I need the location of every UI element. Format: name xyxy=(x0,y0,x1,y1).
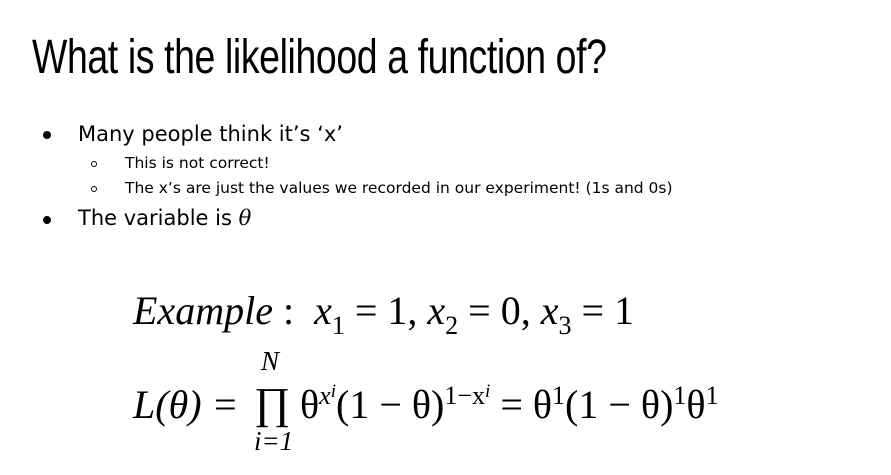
bullet-many-people: Many people think it’s ‘x’ xyxy=(78,122,343,146)
exponent: 1 xyxy=(705,381,719,410)
subbullet-dot xyxy=(91,186,97,192)
bullet-variable-text: The variable is xyxy=(78,206,239,230)
theta: θ xyxy=(532,382,553,427)
exp-sub-i: i xyxy=(330,381,336,402)
subbullet-not-correct: This is not correct! xyxy=(125,154,270,172)
exponent: 1 xyxy=(552,381,566,410)
product-lower-limit: i=1 xyxy=(254,426,294,456)
exp-sub-i: i xyxy=(485,381,491,402)
subbullet-xs-values: The x’s are just the values we recorded in our experiment! (1s and 0s) xyxy=(125,179,673,197)
value: = 1 xyxy=(581,288,635,333)
value: = 0, xyxy=(468,288,531,333)
subscript: 1 xyxy=(331,311,345,340)
theta: θ xyxy=(300,382,320,427)
likelihood-rhs xyxy=(300,381,719,427)
one-minus-theta: (1 − θ) xyxy=(336,382,445,427)
example-colon: : xyxy=(282,288,295,333)
exponent xyxy=(444,381,490,410)
equals: = xyxy=(500,382,523,427)
theta: θ xyxy=(686,382,706,427)
exponent xyxy=(319,381,336,410)
one-minus-theta: (1 − θ) xyxy=(565,382,674,427)
product-upper-limit: N xyxy=(261,346,280,376)
example-equation xyxy=(133,288,635,340)
exponent: 1 xyxy=(673,381,687,410)
subscript: 3 xyxy=(558,311,572,340)
product-symbol: ∏ xyxy=(254,379,291,428)
example-label: Example xyxy=(133,288,273,333)
subbullet-dot xyxy=(91,161,97,167)
bullet-variable xyxy=(78,206,251,230)
bullet-dot xyxy=(43,216,51,224)
lhs: L(θ) = xyxy=(133,382,239,427)
bullet-dot xyxy=(43,131,51,139)
likelihood-lhs xyxy=(133,382,239,427)
subscript: 2 xyxy=(445,311,459,340)
var-x: x xyxy=(427,288,446,333)
exp-x: x xyxy=(319,381,331,410)
slide-title: What is the likelihood a function of? xyxy=(32,31,607,84)
value: = 1, xyxy=(354,288,418,333)
theta-symbol: θ xyxy=(238,206,252,230)
var-x: x xyxy=(314,288,332,333)
exp-one-minus-x: 1−x xyxy=(444,381,486,410)
var-x: x xyxy=(540,288,559,333)
